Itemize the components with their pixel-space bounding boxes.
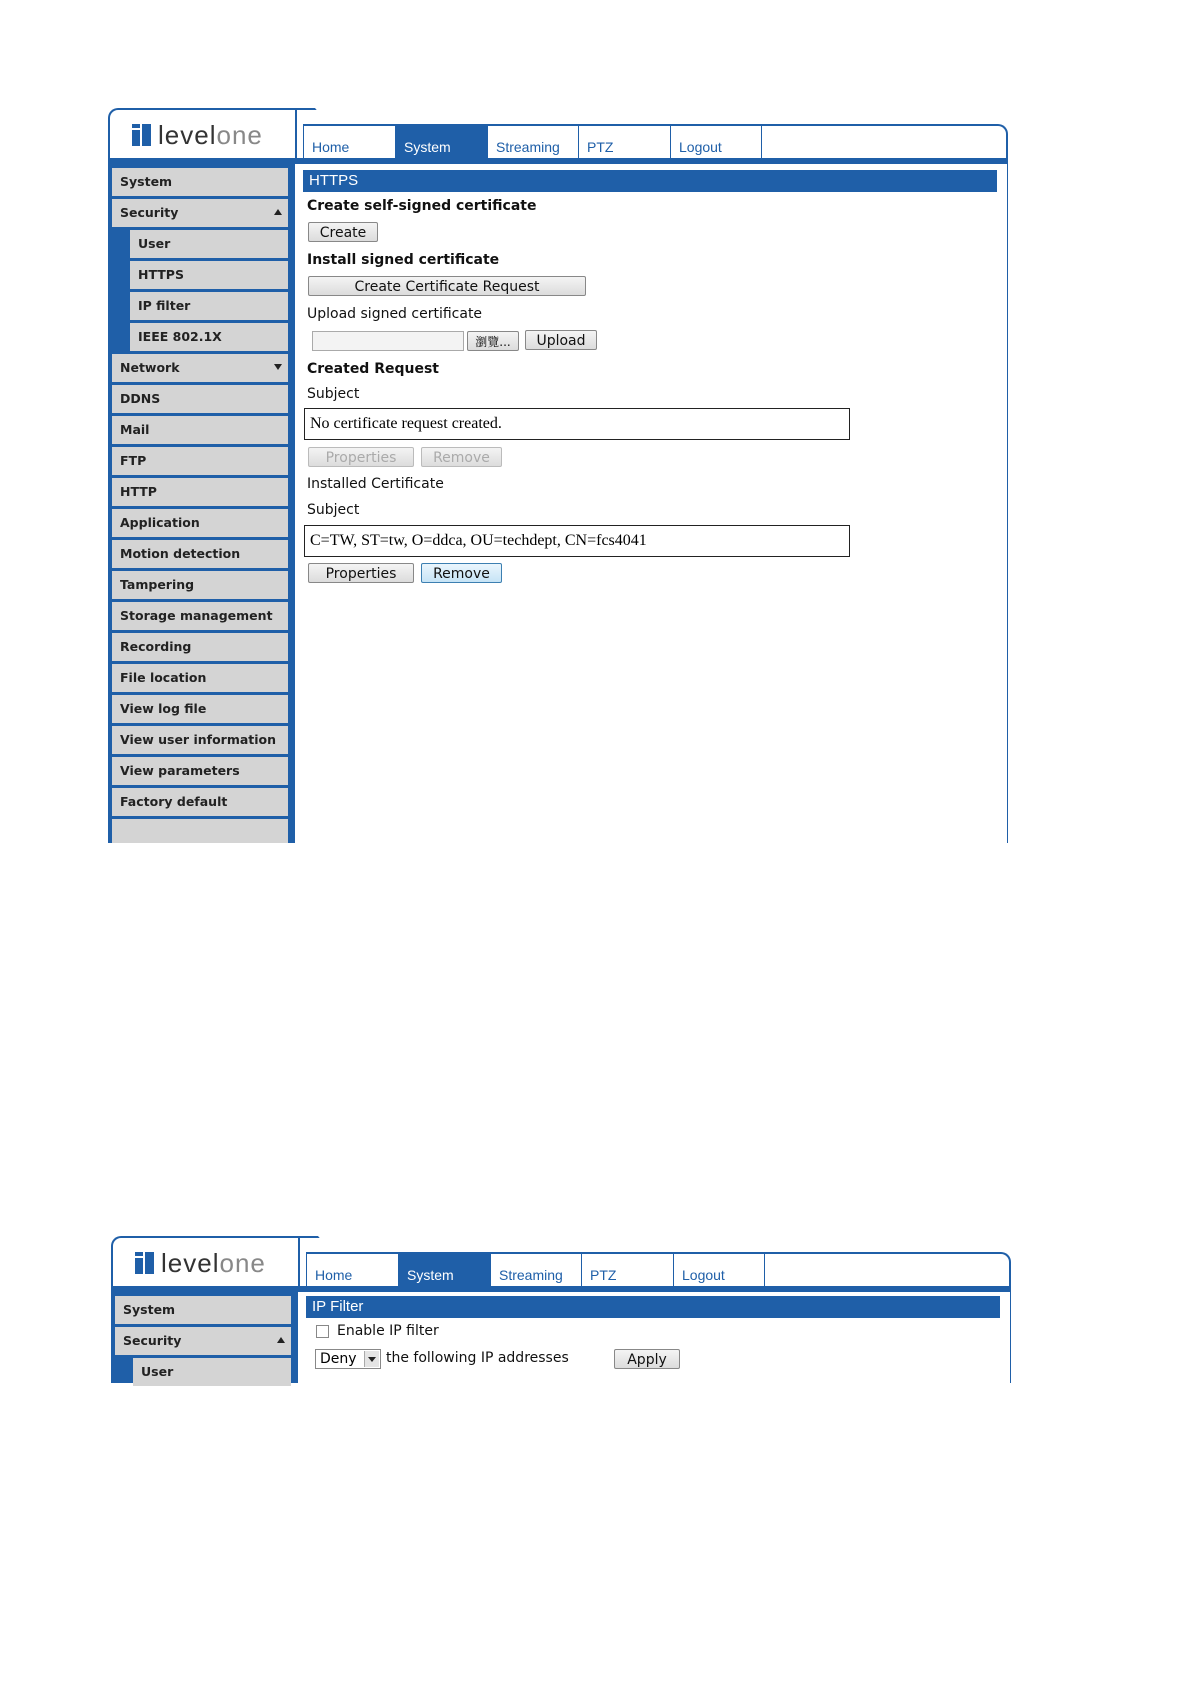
browse-button[interactable]: 瀏覽... xyxy=(467,331,519,351)
sidebar-item-https[interactable]: HTTPS xyxy=(130,261,288,289)
subject-label: Subject xyxy=(307,502,360,518)
collapse-arrow-icon xyxy=(277,1337,285,1343)
sidebar-item-storage-management[interactable]: Storage management xyxy=(112,602,288,630)
create-certificate-request-button[interactable]: Create Certificate Request xyxy=(308,276,586,296)
remove-button[interactable]: Remove xyxy=(421,563,502,583)
tab-streaming[interactable]: Streaming xyxy=(487,126,578,160)
create-button[interactable]: Create xyxy=(308,222,378,242)
tab-streaming[interactable]: Streaming xyxy=(490,1254,581,1288)
header xyxy=(111,1236,1011,1288)
sidebar-item-recording[interactable]: Recording xyxy=(112,633,288,661)
upload-label: Upload signed certificate xyxy=(307,306,483,322)
sidebar-item-security[interactable]: Security xyxy=(115,1327,291,1355)
sidebar-item-view-user-information[interactable]: View user information xyxy=(112,726,288,754)
sidebar-item-cut-off[interactable] xyxy=(112,819,288,843)
installed-certificate-heading: Installed Certificate xyxy=(307,476,444,492)
sidebar xyxy=(108,164,297,843)
logo-tab xyxy=(108,108,297,160)
page-title: HTTPS xyxy=(303,170,997,192)
installed-subject-field: C=TW, ST=tw, O=ddca, OU=techdept, CN=fcs4041 xyxy=(304,525,850,557)
main-panel xyxy=(298,1292,1011,1383)
header xyxy=(108,108,1008,160)
tab-system[interactable]: System xyxy=(398,1254,490,1288)
sidebar-item-application[interactable]: Application xyxy=(112,509,288,537)
apply-button[interactable]: Apply xyxy=(614,1349,680,1369)
levelone-logo-icon xyxy=(132,124,152,146)
tab-home[interactable]: Home xyxy=(303,126,395,160)
collapse-arrow-icon xyxy=(274,209,282,215)
top-nav xyxy=(306,1252,1011,1288)
levelone-logo-icon xyxy=(135,1252,155,1274)
properties-button[interactable]: Properties xyxy=(308,563,414,583)
self-signed-heading: Create self-signed certificate xyxy=(307,198,537,214)
sidebar xyxy=(111,1292,300,1383)
sidebar-item-view-parameters[interactable]: View parameters xyxy=(112,757,288,785)
created-request-heading: Created Request xyxy=(307,361,439,377)
subject-label: Subject xyxy=(307,386,360,402)
sidebar-item-security[interactable]: Security xyxy=(112,199,288,227)
tab-ptz[interactable]: PTZ xyxy=(581,1254,673,1288)
sidebar-item-ddns[interactable]: DDNS xyxy=(112,385,288,413)
expand-arrow-icon xyxy=(274,364,282,370)
sidebar-item-system[interactable]: System xyxy=(112,168,288,196)
sidebar-item-system[interactable]: System xyxy=(115,1296,291,1324)
sidebar-item-user[interactable]: User xyxy=(130,230,288,258)
sidebar-item-factory-default[interactable]: Factory default xyxy=(112,788,288,816)
ip-filter-screen xyxy=(111,1236,1011,1383)
remove-button-disabled[interactable]: Remove xyxy=(421,447,502,467)
filter-mode-suffix: the following IP addresses xyxy=(386,1350,569,1366)
enable-ip-filter-label: Enable IP filter xyxy=(337,1323,439,1339)
request-subject-field: No certificate request created. xyxy=(304,408,850,440)
sidebar-item-ip-filter[interactable]: IP filter xyxy=(130,292,288,320)
sidebar-item-ftp[interactable]: FTP xyxy=(112,447,288,475)
levelone-logo: levelone xyxy=(135,1250,266,1276)
sidebar-item-network[interactable]: Network xyxy=(112,354,288,382)
top-nav xyxy=(303,124,1008,160)
sidebar-item-tampering[interactable]: Tampering xyxy=(112,571,288,599)
sidebar-item-user[interactable]: User xyxy=(133,1358,291,1386)
upload-button[interactable]: Upload xyxy=(525,330,597,350)
sidebar-item-motion-detection[interactable]: Motion detection xyxy=(112,540,288,568)
sidebar-item-http[interactable]: HTTP xyxy=(112,478,288,506)
logo-tab xyxy=(111,1236,300,1288)
properties-button-disabled[interactable]: Properties xyxy=(308,447,414,467)
enable-ip-filter-checkbox[interactable] xyxy=(316,1325,329,1338)
tab-logout[interactable]: Logout xyxy=(670,126,762,160)
install-heading: Install signed certificate xyxy=(307,252,500,268)
sidebar-item-ieee-8021x[interactable]: IEEE 802.1X xyxy=(130,323,288,351)
levelone-logo: levelone xyxy=(132,122,263,148)
tab-system[interactable]: System xyxy=(395,126,487,160)
tab-home[interactable]: Home xyxy=(306,1254,398,1288)
certificate-file-input[interactable] xyxy=(312,331,464,351)
filter-mode-select[interactable]: Deny xyxy=(315,1349,381,1369)
chevron-down-icon xyxy=(364,1351,379,1367)
tab-ptz[interactable]: PTZ xyxy=(578,126,670,160)
page-title: IP Filter xyxy=(306,1296,1000,1318)
tab-logout[interactable]: Logout xyxy=(673,1254,765,1288)
https-settings-screen xyxy=(108,108,1008,843)
sidebar-item-file-location[interactable]: File location xyxy=(112,664,288,692)
sidebar-item-mail[interactable]: Mail xyxy=(112,416,288,444)
main-panel xyxy=(295,164,1008,843)
sidebar-item-view-log-file[interactable]: View log file xyxy=(112,695,288,723)
